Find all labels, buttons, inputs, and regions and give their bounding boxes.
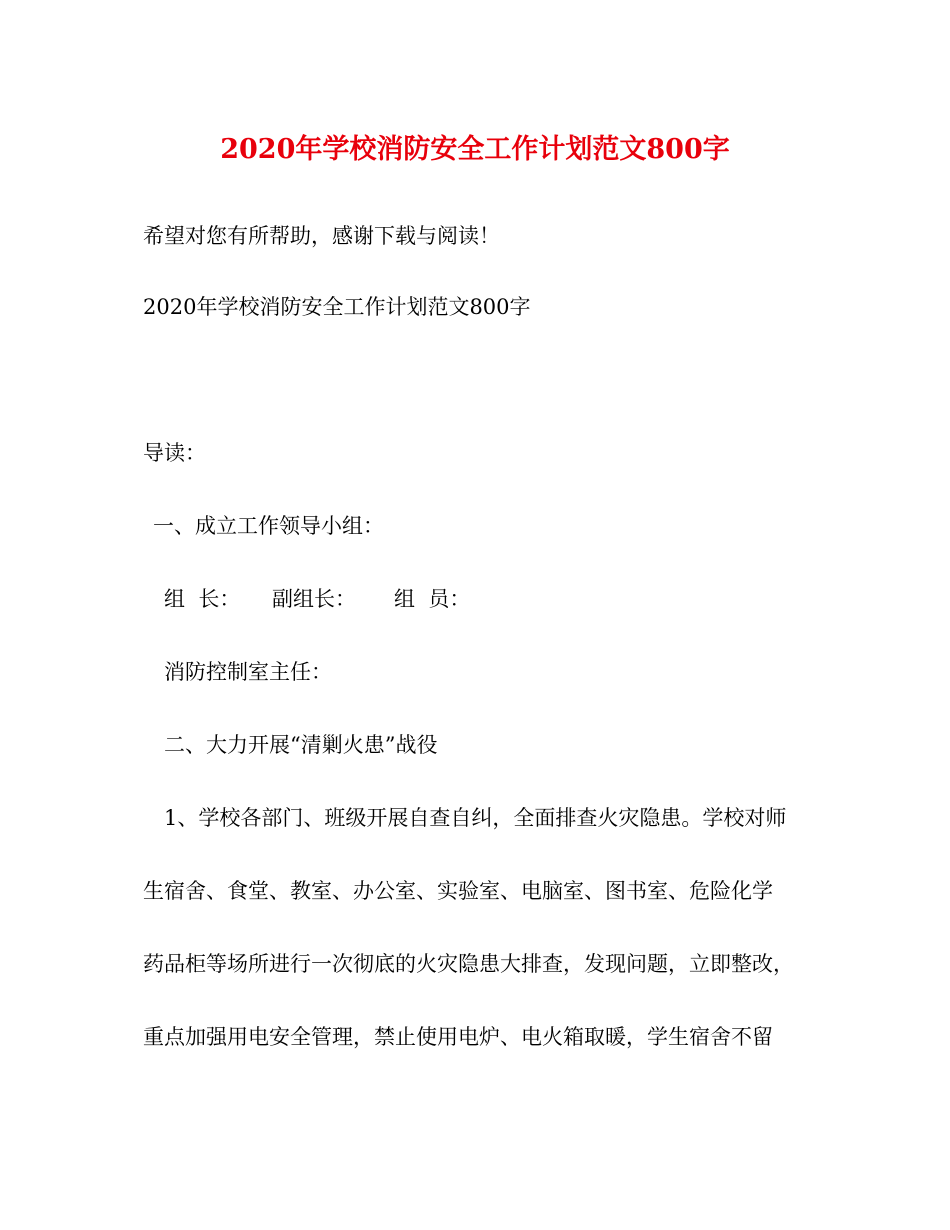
document-title: 2020年学校消防安全工作计划范文800字 — [220, 134, 730, 165]
paragraph-line: 药品柜等场所进行一次彻底的火灾隐患大排查，发现问题，立即整改， — [143, 952, 794, 976]
control-room-director-label: 消防控制室主任： — [164, 660, 332, 684]
subtitle-text: 2020年学校消防安全工作计划范文800字 — [143, 295, 531, 319]
section1-heading: 一、成立工作领导小组： — [153, 514, 384, 538]
intro-text: 希望对您有所帮助，感谢下载与阅读！ — [143, 224, 500, 248]
paragraph-line: 重点加强用电安全管理，禁止使用电炉、电火箱取暖，学生宿舍不留 — [143, 1025, 773, 1049]
role-members-label: 组 员： — [394, 587, 471, 611]
role-vice-leader-label: 副组长： — [272, 587, 356, 611]
roles-row — [164, 584, 470, 614]
guide-label: 导读： — [143, 441, 206, 465]
role-leader-label: 组 长： — [164, 587, 241, 611]
paragraph-line: 1、学校各部门、班级开展自查自纠，全面排查火灾隐患。学校对师 — [164, 806, 787, 830]
section2-heading: 二、大力开展“清剿火患”战役 — [164, 733, 438, 757]
paragraph-line: 生宿舍、食堂、教室、办公室、实验室、电脑室、图书室、危险化学 — [143, 879, 773, 903]
